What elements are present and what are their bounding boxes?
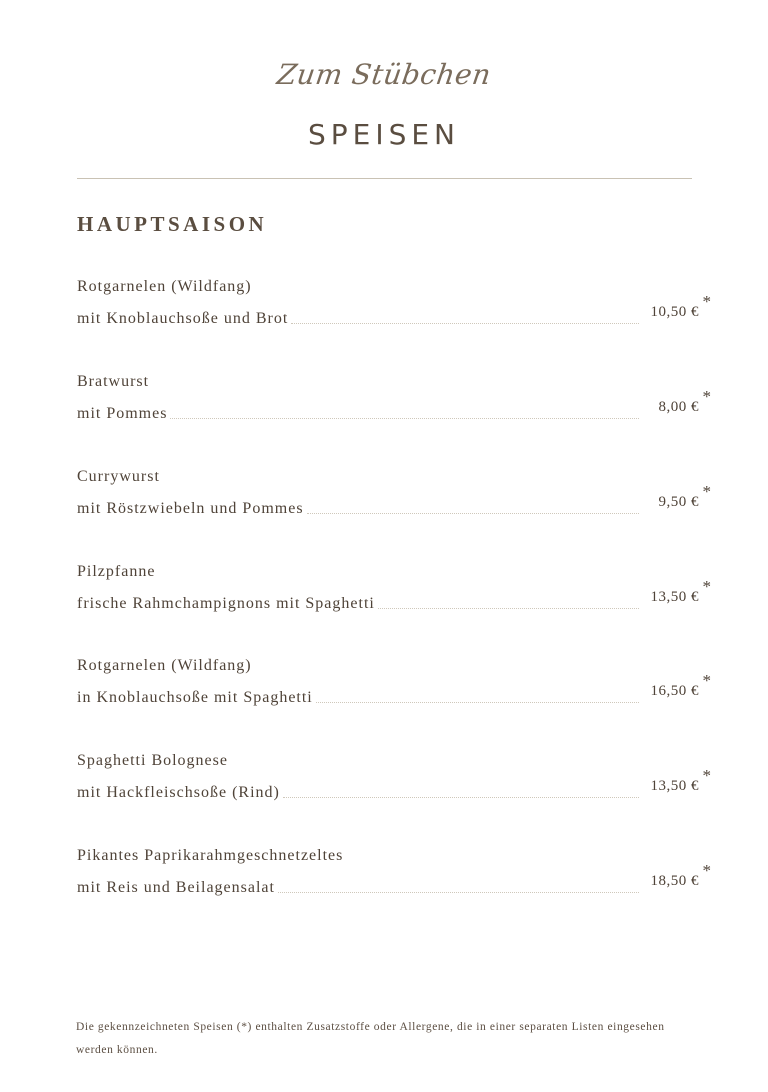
menu-item-description: mit Reis und Beilagensalat [77, 879, 275, 896]
section-heading: HAUPTSAISON [77, 212, 268, 236]
menu-item-description: mit Röstzwiebeln und Pommes [77, 500, 304, 517]
menu-item-price: 13,50 € [650, 589, 699, 605]
menu-item-description: in Knoblauchsoße mit Spaghetti [77, 689, 313, 706]
menu-item-name: Currywurst [77, 468, 160, 485]
menu-item-price: 9,50 € [658, 494, 699, 510]
menu-item [77, 373, 717, 443]
allergen-footnote: Die gekennzeichneten Speisen (*) enthalten Zusatzstoffe oder Allergene, die in einer separaten Listen eingesehen werden können. [76, 1021, 665, 1056]
menu-item-price: 13,50 € [650, 778, 699, 794]
menu-item-price: 16,50 € [650, 683, 699, 699]
menu-item-name: Rotgarnelen (Wildfang) [77, 278, 252, 295]
menu-item [77, 752, 717, 822]
menu-item [77, 278, 717, 348]
menu-item-price: 18,50 € [650, 873, 699, 889]
menu-item [77, 468, 717, 538]
header-divider [77, 178, 692, 179]
allergen-marker: * [702, 861, 711, 880]
dotted-leader [170, 418, 639, 419]
restaurant-script-title: Zum Stübchen [274, 58, 494, 91]
dotted-leader [307, 513, 639, 514]
menu-item-description: frische Rahmchampignons mit Spaghetti [77, 595, 375, 612]
menu-item-name: Pilzpfanne [77, 563, 156, 580]
menu-item [77, 847, 717, 917]
menu-item-name: Rotgarnelen (Wildfang) [77, 657, 252, 674]
menu-item [77, 563, 717, 633]
menu-item-description: mit Knoblauchsoße und Brot [77, 310, 289, 327]
menu-item-price: 10,50 € [650, 304, 699, 320]
menu-item-description: mit Hackfleischsoße (Rind) [77, 784, 280, 801]
dotted-leader [278, 892, 639, 893]
allergen-marker: * [702, 387, 711, 406]
allergen-marker: * [702, 292, 711, 311]
menu-item-price: 8,00 € [658, 399, 699, 415]
dotted-leader [378, 608, 639, 609]
dotted-leader [291, 323, 639, 324]
allergen-marker: * [702, 766, 711, 785]
menu-item-name: Pikantes Paprikarahmgeschnetzeltes [77, 847, 344, 864]
menu-item [77, 657, 717, 727]
dotted-leader [316, 702, 639, 703]
menu-item-description: mit Pommes [77, 405, 168, 422]
menu-item-name: Spaghetti Bolognese [77, 752, 228, 769]
allergen-marker: * [702, 671, 711, 690]
page-title: SPEISEN [307, 118, 461, 151]
dotted-leader [283, 797, 639, 798]
allergen-marker: * [702, 482, 711, 501]
menu-item-name: Bratwurst [77, 373, 150, 390]
allergen-marker: * [702, 577, 711, 596]
